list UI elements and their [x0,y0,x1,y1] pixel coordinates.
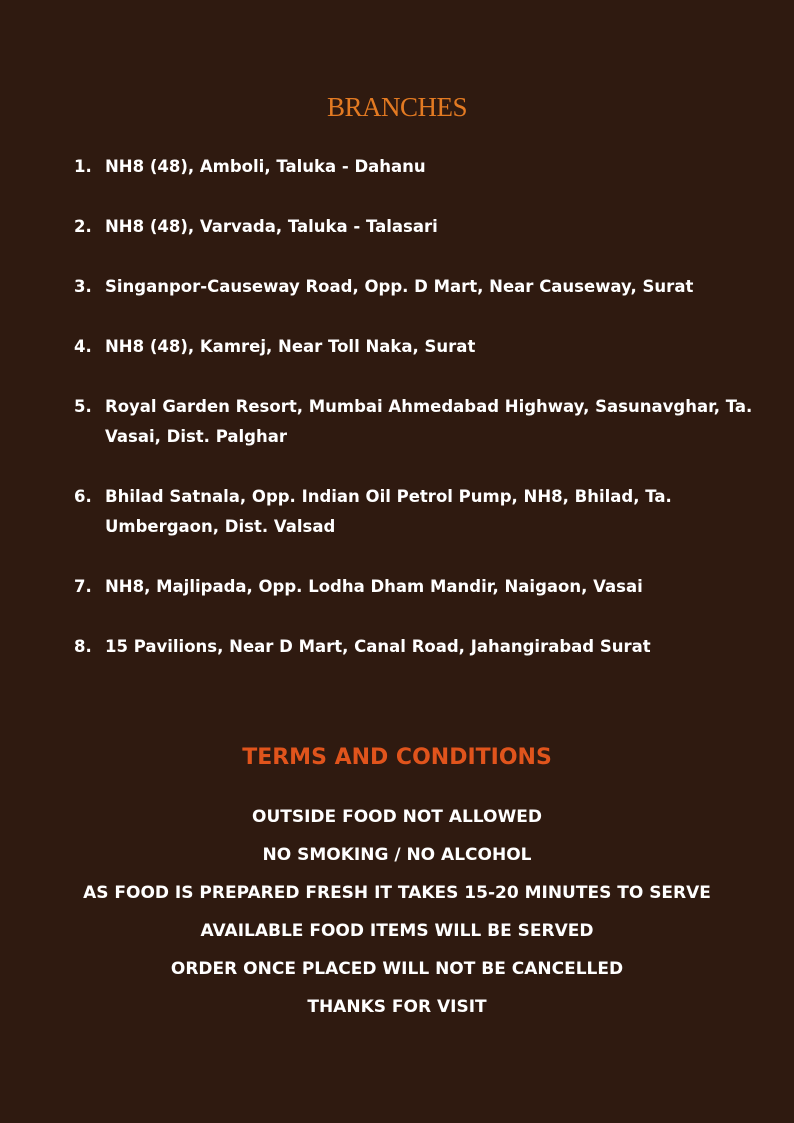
terms-line: OUTSIDE FOOD NOT ALLOWED [252,807,542,827]
branch-item [74,482,754,542]
branch-address: Royal Garden Resort, Mumbai Ahmedabad Highway, Sasunavghar, Ta. Vasai, Dist. Palghar [105,397,753,446]
branch-address: Singanpor-Causeway Road, Opp. D Mart, Near Causeway, Surat [105,277,694,296]
branch-number: 6. [74,487,92,506]
terms-title: TERMS AND CONDITIONS [242,745,552,770]
branch-item [74,332,754,362]
terms-line: NO SMOKING / NO ALCOHOL [262,845,532,865]
branch-number: 7. [74,577,92,596]
branch-item [74,572,754,602]
branch-address: NH8, Majlipada, Opp. Lodha Dham Mandir, Naigaon, Vasai [105,577,643,596]
branch-item [74,212,754,242]
branch-address: NH8 (48), Kamrej, Near Toll Naka, Surat [105,337,476,356]
branch-item [74,152,754,182]
terms-list [0,798,794,1026]
branch-address: NH8 (48), Amboli, Taluka - Dahanu [105,157,426,176]
terms-line: AS FOOD IS PREPARED FRESH IT TAKES 15-20 MINUTES TO SERVE [83,883,711,903]
branch-address: Bhilad Satnala, Opp. Indian Oil Petrol Pump, NH8, Bhilad, Ta. Umbergaon, Dist. Valsad [105,487,672,536]
branch-address: NH8 (48), Varvada, Taluka - Talasari [105,217,438,236]
branches-list [74,152,754,692]
branch-number: 4. [74,337,92,356]
branches-title: BRANCHES [326,92,468,122]
branch-number: 2. [74,217,92,236]
branch-item [74,392,754,452]
terms-line: AVAILABLE FOOD ITEMS WILL BE SERVED [200,921,594,941]
branch-number: 5. [74,397,92,416]
branch-item [74,272,754,302]
terms-line: THANKS FOR VISIT [307,997,487,1017]
branch-number: 3. [74,277,92,296]
terms-line: ORDER ONCE PLACED WILL NOT BE CANCELLED [170,959,624,979]
branch-item [74,632,754,662]
branch-number: 1. [74,157,92,176]
branch-number: 8. [74,637,92,656]
branch-address: 15 Pavilions, Near D Mart, Canal Road, Jahangirabad Surat [105,637,651,656]
